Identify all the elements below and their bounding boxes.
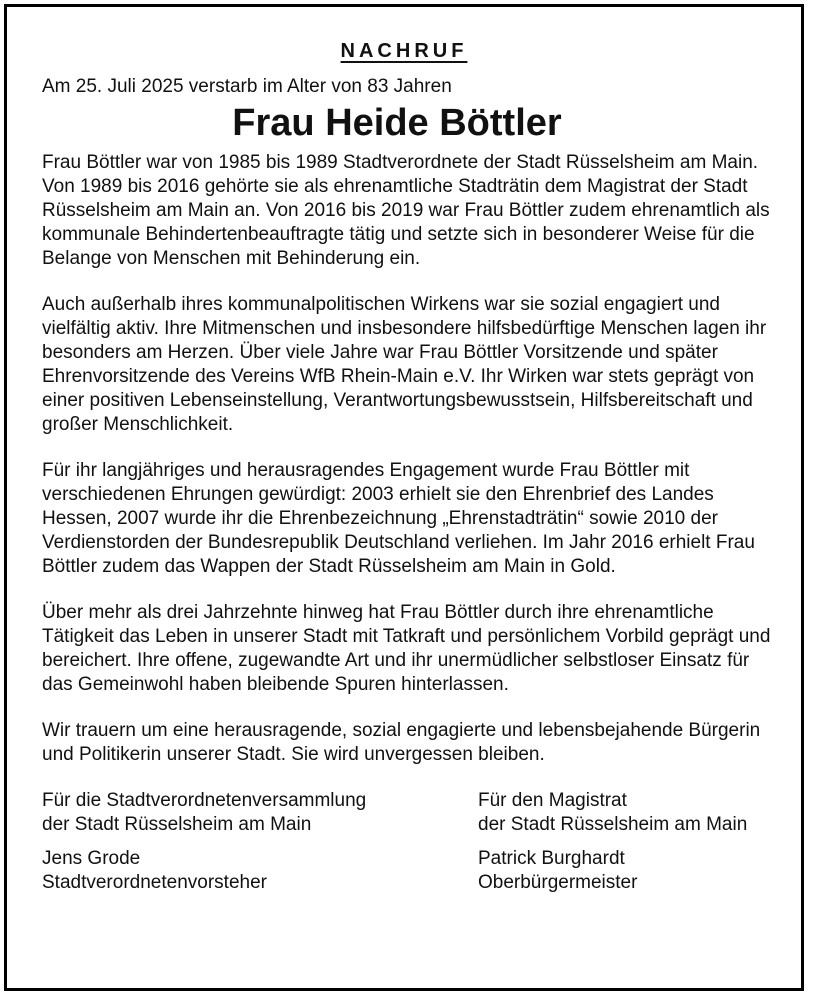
intro-line: Am 25. Juli 2025 verstarb im Alter von 83 Jahren: [42, 76, 452, 97]
signature-right-org-line1: Für den Magistrat: [478, 790, 627, 811]
signature-right-role: Oberbürgermeister: [478, 872, 638, 893]
paragraph-career: Frau Böttler war von 1985 bis 1989 Stadtverordnete der Stadt Rüsselsheim am Main. Von 1989 bis 2016 gehörte sie als ehrenamtliche Stadträtin dem Magistrat der Stadt Rüsselsheim am Main an. Von 2016 bis 2019 war Frau Böttler zudem ehrenamtlich als kommunale Behindertenbeauftragte tätig und setzte sich in besonderer Weise für die Belange von Menschen mit Behinderung ein.: [42, 152, 770, 269]
paragraph-legacy: Über mehr als drei Jahrzehnte hinweg hat Frau Böttler durch ihre ehrenamtliche Tätigkeit das Leben in unserer Stadt mit Tatkraft und persönlichem Vorbild geprägt und bereichert. Ihre offene, zugewandte Art und ihr unermüdlicher selbstloser Einsatz für das Gemeinwohl haben bleibende Spuren hinterlassen.: [42, 602, 771, 695]
paragraph-social-engagement: Auch außerhalb ihres kommunalpolitischen Wirkens war sie sozial engagiert und vielfältig aktiv. Ihre Mitmenschen und insbesondere hilfsbedürftige Menschen lagen ihr besonders am Herzen. Über viele Jahre war Frau Böttler Vorsitzende und später Ehrenvorsitzende des Vereins WfB Rhein-Main e.V. Ihr Wirken war stets geprägt von einer positiven Lebenseinstellung, Verantwortungsbewusstsein, Hilfsbereitschaft und großer Menschlichkeit.: [42, 294, 767, 435]
deceased-name: Frau Heide Böttler: [232, 102, 562, 144]
obituary-notice: [42, 30, 782, 905]
signature-right: [478, 789, 778, 905]
paragraph-honours: Für ihr langjähriges und herausragendes Engagement wurde Frau Böttler mit verschiedenen Ehrungen gewürdigt: 2003 erhielt sie den Ehrenbrief des Landes Hessen, 2007 wurde ihr die Ehrenbezeichnung „Ehrenstadträtin“ sowie 2010 der Verdienstorden der Bundesrepublik Deutschland verliehen. Im Jahr 2016 erhielt Frau Böttler zudem das Wappen der Stadt Rüsselsheim am Main in Gold.: [42, 460, 755, 577]
notice-heading: NACHRUF: [340, 40, 468, 62]
paragraph-mourning: Wir trauern um eine herausragende, sozial engagierte und lebensbejahende Bürgerin und Politikerin unserer Stadt. Sie wird unvergessen bleiben.: [42, 720, 761, 765]
signature-left-org-line2: der Stadt Rüsselsheim am Main: [42, 814, 312, 835]
signature-left: [42, 789, 478, 905]
signature-left-org-line1: Für die Stadtverordnetenversammlung: [42, 790, 367, 811]
signature-right-person: Patrick Burghardt: [478, 848, 625, 869]
signature-left-person: Jens Grode: [42, 848, 141, 869]
signature-section: [42, 789, 782, 905]
signature-left-role: Stadtverordnetenvorsteher: [42, 872, 267, 893]
signature-right-org-line2: der Stadt Rüsselsheim am Main: [478, 814, 748, 835]
